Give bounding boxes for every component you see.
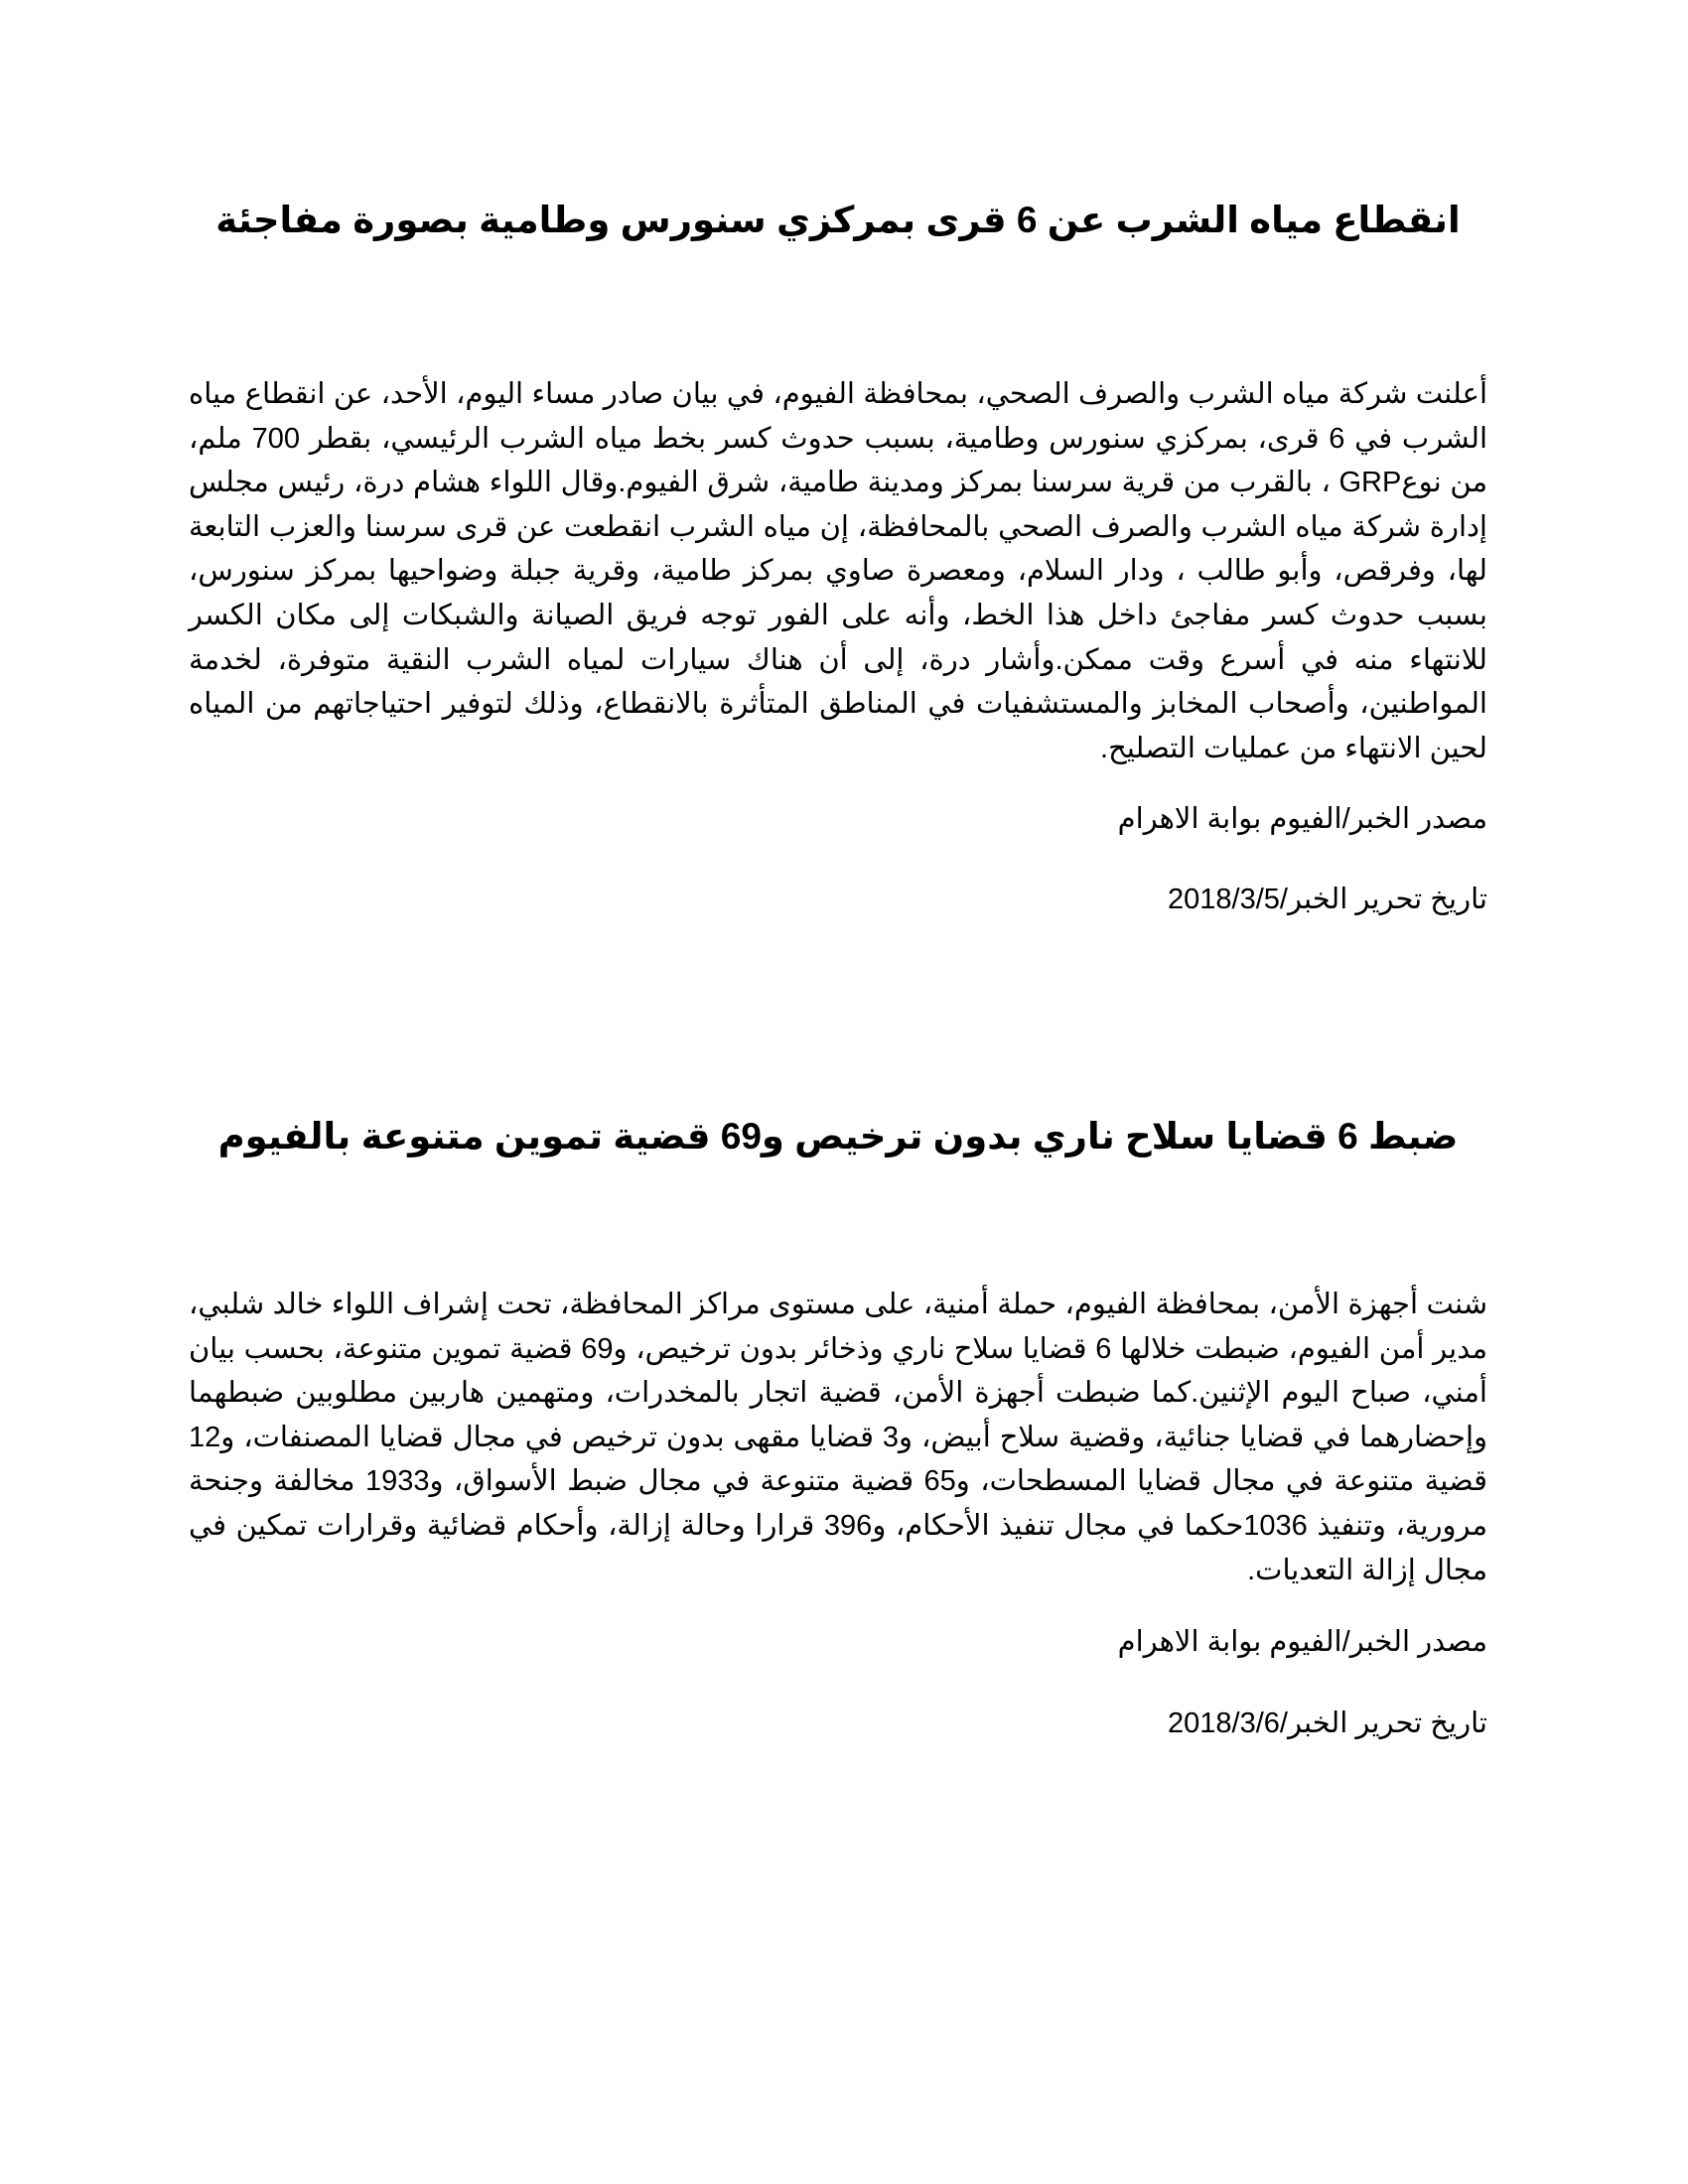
article-headline: ضبط 6 قضايا سلاح ناري بدون ترخيص و69 قضية تموين متنوعة بالفيوم xyxy=(217,1116,1459,1157)
article-headline: انقطاع مياه الشرب عن 6 قرى بمركزي سنورس وطامية بصورة مفاجئة xyxy=(215,200,1461,240)
article-source: مصدر الخبر/الفيوم بوابة الاهرام xyxy=(1117,1626,1487,1659)
article-source: مصدر الخبر/الفيوم بوابة الاهرام xyxy=(1117,803,1487,836)
news-article xyxy=(189,194,1487,921)
article-body: أعلنت شركة مياه الشرب والصرف الصحي، بمحافظة الفيوم، في بيان صادر مساء اليوم، الأحد، عن انقطاع مياه الشرب في 6 قرى، بمركزي سنورس وطامية، بسبب حدوث كسر بخط مياه الشرب الرئيسي، بقطر 700 ملم، من نوعGRP ، بالقرب من قرية سرسنا بمركز ومدينة طامية، شرق الفيوم.وقال اللواء هشام درة، رئيس مجلس إدارة شركة مياه الشرب والصرف الصحي بالمحافظة، إن مياه الشرب انقطعت عن قرى سرسنا والعزب التابعة لها، وفرقص، وأبو طالب ، ودار السلام، ومعصرة صاوي بمركز طامية، وقرية جبلة وضواحيها بمركز سنورس، بسبب حدوث كسر مفاجئ داخل هذا الخط، وأنه على الفور توجه فريق الصيانة والشبكات إلى مكان الكسر للانتهاء منه في أسرع وقت ممكن.وأشار درة، إلى أن هناك سيارات لمياه الشرب النقية متوفرة، لخدمة المواطنين، وأصحاب المخابز والمستشفيات في المناطق المتأثرة بالانقطاع، وذلك لتوفير احتياجاتهم من المياه لحين الانتهاء من عمليات التصليح. xyxy=(189,378,1488,764)
article-date: تاريخ تحرير الخبر/2018/3/5 xyxy=(1168,884,1487,916)
article-date: تاريخ تحرير الخبر/2018/3/6 xyxy=(1168,1707,1487,1740)
news-article xyxy=(189,1110,1487,1745)
article-body: شنت أجهزة الأمن، بمحافظة الفيوم، حملة أمنية، على مستوى مراكز المحافظة، تحت إشراف اللواء خالد شلبي، مدير أمن الفيوم، ضبطت خلالها 6 قضايا سلاح ناري وذخائر بدون ترخيص، و69 قضية تموين متنوعة، بحسب بيان أمني، صباح اليوم الإثنين.كما ضبطت أجهزة الأمن، قضية اتجار بالمخدرات، ومتهمين هاربين مطلوبين ضبطهما وإحضارهما في قضايا جنائية، وقضية سلاح أبيض، و3 قضايا مقهى بدون ترخيص في مجال قضايا المصنفات، و12 قضية متنوعة في مجال قضايا المسطحات، و65 قضية متنوعة في مجال ضبط الأسواق، و1933 مخالفة وجنحة مرورية، وتنفيذ 1036حكما في مجال تنفيذ الأحكام، و396 قرارا وحالة إزالة، وأحكام قضائية وقرارات تمكين في مجال إزالة التعديات. xyxy=(189,1289,1488,1586)
